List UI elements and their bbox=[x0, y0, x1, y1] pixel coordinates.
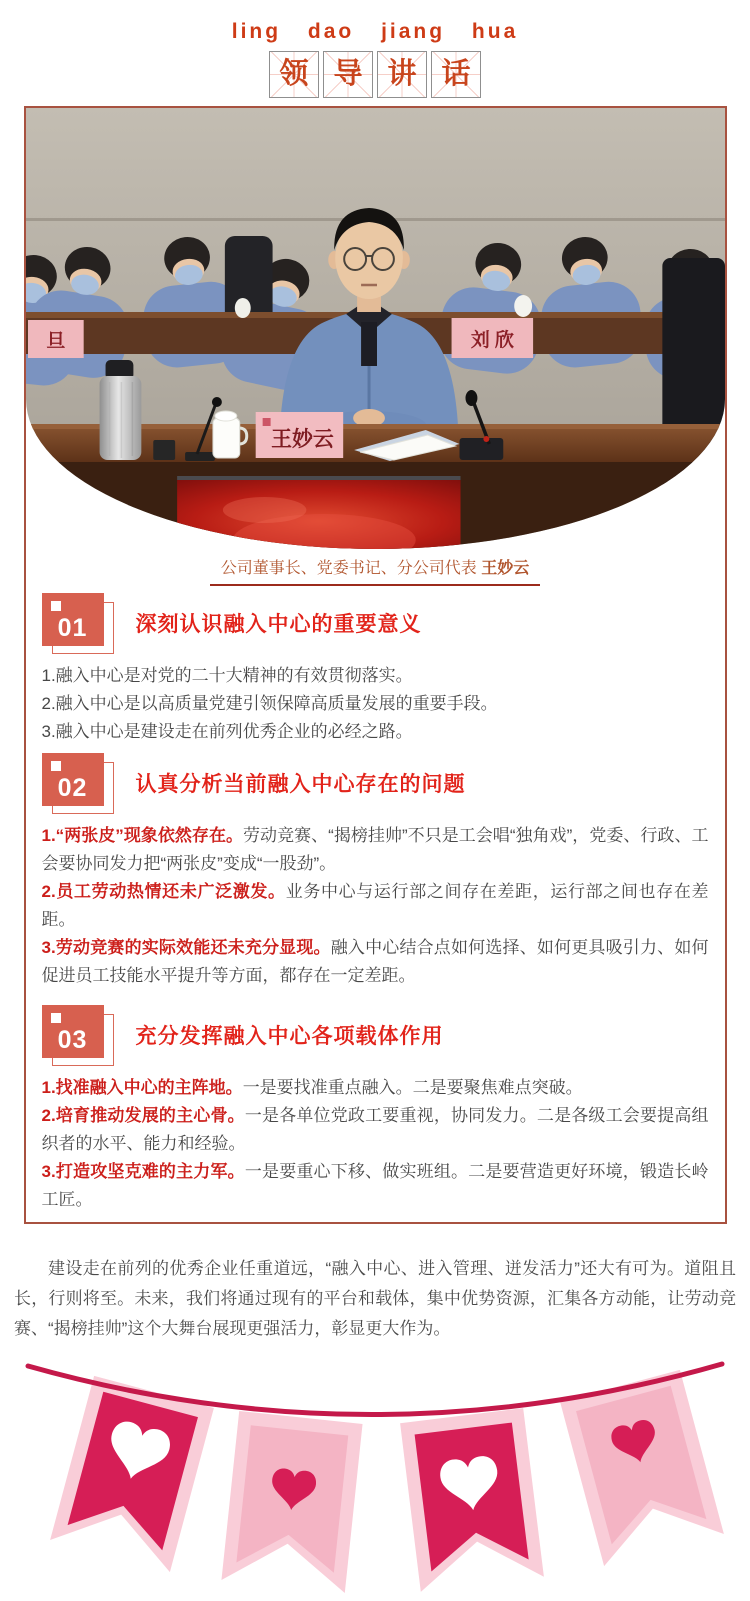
title-char: 导 bbox=[333, 58, 363, 90]
paragraph-lead: 3.劳动竞赛的实际效能还未充分显现。 bbox=[41, 938, 331, 957]
paragraph-text: 业务中心与运行部之间存在差距，运行部之间也存在差距。 bbox=[41, 882, 709, 929]
paragraph bbox=[42, 1074, 709, 1102]
section-title: 充分发挥融入中心各项载体作用 bbox=[135, 1025, 444, 1048]
title-char-box bbox=[269, 51, 319, 98]
placard-left-text: 旦 bbox=[45, 330, 65, 353]
section-number-badge bbox=[42, 1005, 116, 1065]
paragraph-text: 融入中心结合点如何选择、如何更具吸引力、如何促进员工技能水平提升等方面，都存在一定差距。 bbox=[41, 938, 709, 985]
bunting-illustration bbox=[20, 1352, 730, 1601]
paragraph bbox=[42, 934, 709, 990]
paragraph-text: 2.融入中心是以高质量党建引领保障高质量发展的重要手段。 bbox=[41, 694, 498, 713]
bunting-flag bbox=[50, 1376, 214, 1572]
paragraph bbox=[42, 662, 709, 690]
closing-paragraph: 建设走在前列的优秀企业任重道远，“融入中心、进入管理、迸发活力”还大有可为。道阻且长，行则将至。未来，我们将通过现有的平台和载体，集中优势资源，汇集各方动能，让劳动竞赛、“揭榜挂帅”这个大舞台展现更强活力，彰显更大作为。 bbox=[14, 1259, 736, 1338]
paragraph-text: 3.融入中心是建设走在前列优秀企业的必经之路。 bbox=[41, 722, 413, 741]
section-03 bbox=[26, 1004, 725, 1222]
paragraph-lead: 2.培育推动发展的主心骨。 bbox=[41, 1106, 245, 1125]
paragraph-lead: 1.找准融入中心的主阵地。 bbox=[41, 1078, 243, 1097]
paragraph-lead: 1.“两张皮”现象依然存在。 bbox=[41, 826, 244, 845]
section-number: 01 bbox=[57, 614, 88, 642]
masthead bbox=[0, 0, 750, 98]
paragraph-text: 劳动竞赛、“揭榜挂帅”不只是工会唱“独角戏”，党委、行政、工会要协同发力把“两张皮”变成“一股劲”。 bbox=[41, 826, 709, 873]
section-number: 03 bbox=[57, 1026, 88, 1054]
section-02-body bbox=[42, 822, 709, 990]
section-01 bbox=[26, 592, 725, 746]
section-title: 认真分析当前融入中心存在的问题 bbox=[135, 773, 466, 796]
photo-caption bbox=[26, 555, 725, 578]
caption-prefix: 公司董事长、党委书记、分公司代表 bbox=[220, 560, 477, 577]
paragraph bbox=[42, 878, 709, 934]
section-title: 深刻认识融入中心的重要意义 bbox=[135, 613, 422, 636]
title-char-box bbox=[431, 51, 481, 98]
paragraph-text: 一是各单位党政工要重视，协同发力。二是各级工会要提高组织者的水平、能力和经验。 bbox=[41, 1106, 709, 1153]
meeting-photo-illustration bbox=[26, 108, 725, 549]
paragraph-lead: 3.打造攻坚克难的主力军。 bbox=[41, 1162, 245, 1181]
section-02 bbox=[26, 752, 725, 990]
title-char-box bbox=[377, 51, 427, 98]
paragraph-text: 一是要重心下移、做实班组。二是要营造更好环境，锻造长岭工匠。 bbox=[41, 1162, 709, 1209]
section-03-header bbox=[42, 1004, 709, 1066]
placard-right-text: 刘 欣 bbox=[470, 329, 514, 352]
section-01-header bbox=[42, 592, 709, 654]
paragraph bbox=[42, 690, 709, 718]
paragraph bbox=[42, 822, 709, 878]
title-char-box bbox=[323, 51, 373, 98]
placard-center-text: 王妙云 bbox=[270, 427, 334, 452]
section-number: 02 bbox=[57, 774, 88, 802]
paragraph bbox=[42, 1158, 709, 1214]
bunting-flag bbox=[400, 1408, 544, 1592]
name-placard-left bbox=[27, 320, 83, 358]
caption-name: 王妙云 bbox=[481, 560, 530, 577]
red-screen bbox=[177, 476, 460, 549]
paragraph-text: 1.融入中心是对党的二十大精神的有效贯彻落实。 bbox=[41, 666, 413, 685]
title-char: 讲 bbox=[387, 58, 417, 90]
section-03-body bbox=[42, 1074, 709, 1222]
masthead-pinyin: ling dao jiang hua bbox=[231, 20, 519, 43]
section-number-badge bbox=[42, 593, 116, 653]
section-01-body bbox=[42, 662, 709, 746]
meeting-photo bbox=[26, 108, 725, 549]
paragraph-text: 一是要找准重点融入。二是要聚焦难点突破。 bbox=[242, 1078, 583, 1097]
paragraph bbox=[42, 1102, 709, 1158]
title-char: 话 bbox=[441, 58, 471, 90]
section-number-badge bbox=[42, 753, 116, 813]
content-card bbox=[24, 106, 727, 1224]
paragraph-lead: 2.员工劳动热情还未广泛激发。 bbox=[41, 882, 286, 901]
masthead-title bbox=[0, 51, 750, 98]
placard-partial bbox=[41, 500, 73, 549]
name-placard-right bbox=[451, 318, 533, 358]
name-placard-center bbox=[255, 412, 342, 458]
bunting-decoration bbox=[20, 1352, 730, 1601]
bunting-flag bbox=[560, 1370, 724, 1566]
section-02-header bbox=[42, 752, 709, 814]
title-char: 领 bbox=[279, 58, 309, 90]
caption-underline bbox=[210, 584, 540, 586]
bunting-flag bbox=[221, 1411, 362, 1593]
paragraph bbox=[42, 718, 709, 746]
